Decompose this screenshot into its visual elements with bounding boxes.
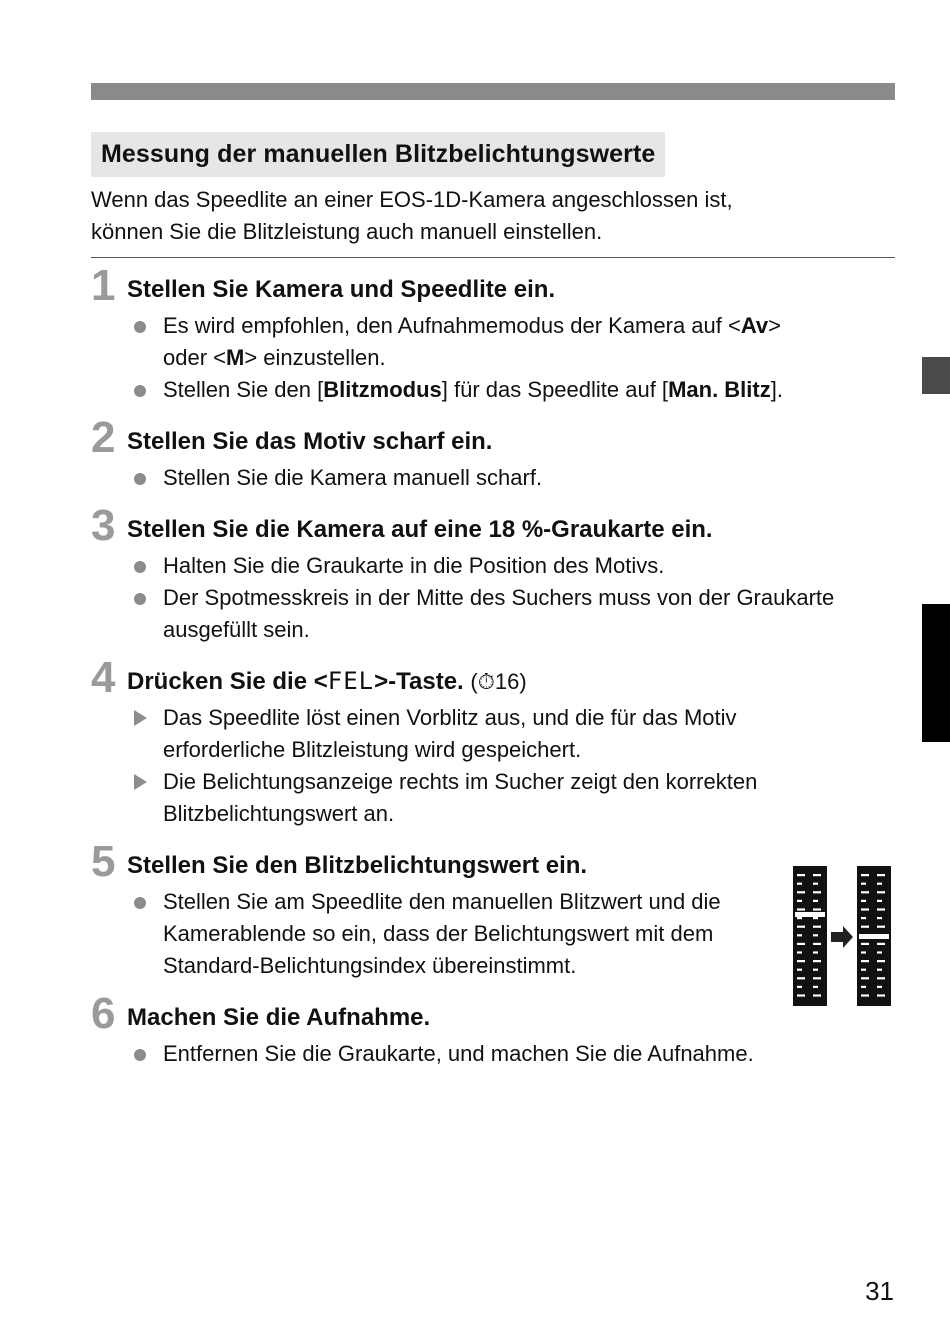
meter-tick xyxy=(861,926,869,928)
list-item xyxy=(91,462,891,494)
text: Kamerablende so ein, dass der Belichtungswert mit dem xyxy=(163,921,714,946)
meter-tick xyxy=(861,900,866,902)
meter-tick xyxy=(813,934,818,936)
meter-tick xyxy=(861,874,869,876)
menu-term: Blitzmodus xyxy=(323,377,442,402)
list-item xyxy=(91,1038,891,1070)
text: Stellen Sie am Speedlite den manuellen Blitzwert und die xyxy=(163,889,721,914)
step-title: Stellen Sie die Kamera auf eine 18 %-Graukarte ein. xyxy=(127,516,713,543)
meter-tick xyxy=(797,960,805,962)
step-number: 2 xyxy=(91,413,116,462)
meter-tick xyxy=(861,960,869,962)
intro-line: Wenn das Speedlite an einer EOS-1D-Kamera angeschlossen ist, xyxy=(91,187,733,212)
meter-tick xyxy=(813,960,821,962)
text: Halten Sie die Graukarte in die Position des Motivs. xyxy=(163,553,665,578)
meter-tick xyxy=(813,994,821,996)
meter-tick xyxy=(877,908,885,910)
meter-tick xyxy=(797,994,805,996)
step-5 xyxy=(91,838,891,982)
page-number: 31 xyxy=(865,1276,894,1306)
meter-tick xyxy=(797,908,805,910)
text: Drücken Sie die < xyxy=(127,668,328,695)
meter-tick xyxy=(797,926,805,928)
bullet-icon xyxy=(134,385,146,397)
meter-tick xyxy=(877,951,882,953)
text: Stellen Sie den [ xyxy=(163,377,324,402)
fel-button-icon: FEL xyxy=(327,667,375,695)
list-item xyxy=(91,582,891,646)
meter-tick xyxy=(861,943,869,945)
arrow-right-icon xyxy=(831,926,853,948)
bullet-icon xyxy=(134,561,146,573)
step-3 xyxy=(91,502,891,646)
meter-tick xyxy=(877,900,882,902)
meter-tick xyxy=(813,951,818,953)
list-item xyxy=(91,374,891,406)
meter-tick xyxy=(861,986,866,988)
meter-tick xyxy=(813,943,821,945)
meter-tick xyxy=(813,883,818,885)
text: ] für das Speedlite auf [ xyxy=(441,377,669,402)
text: erforderliche Blitzleistung wird gespeichert. xyxy=(163,737,582,762)
step-title: Stellen Sie Kamera und Speedlite ein. xyxy=(127,276,556,303)
intro-paragraph xyxy=(91,184,891,248)
step-title: Stellen Sie das Motiv scharf ein. xyxy=(127,428,493,455)
meter-tick xyxy=(877,883,882,885)
meter-tick xyxy=(797,943,805,945)
text: Die Belichtungsanzeige rechts im Sucher zeigt den korrekten xyxy=(163,769,758,794)
arrow-bullet-icon xyxy=(134,774,147,790)
meter-tick xyxy=(861,994,869,996)
bullet-icon xyxy=(134,593,146,605)
meter-marker xyxy=(795,912,825,917)
meter-tick xyxy=(877,926,885,928)
text: Der Spotmesskreis in der Mitte des Suchers muss von der Graukarte xyxy=(163,585,835,610)
text: Das Speedlite löst einen Vorblitz aus, und die für das Motiv xyxy=(163,705,737,730)
text: Standard-Belichtungsindex übereinstimmt. xyxy=(163,953,577,978)
exposure-meter-icon xyxy=(793,866,893,1006)
meter-tick xyxy=(877,891,885,893)
meter-tick xyxy=(813,908,821,910)
step-2 xyxy=(91,414,891,494)
meter-tick xyxy=(813,917,818,919)
meter-tick xyxy=(877,960,885,962)
thumb-index-tab-active xyxy=(922,604,950,742)
meter-tick xyxy=(813,986,818,988)
bullet-icon xyxy=(134,473,146,485)
text: > einzustellen. xyxy=(244,345,386,370)
list-item xyxy=(91,702,891,766)
step-1 xyxy=(91,262,891,406)
text: >-Taste. xyxy=(374,668,464,695)
meter-tick xyxy=(797,951,802,953)
text: ausgefüllt sein. xyxy=(163,617,310,642)
step-number: 1 xyxy=(91,261,116,310)
page-reference: (⏱16) xyxy=(470,669,527,694)
step-number: 6 xyxy=(91,989,116,1038)
meter-tick xyxy=(877,986,882,988)
meter-tick xyxy=(861,908,869,910)
section-title-box xyxy=(91,132,665,177)
section-title: Messung der manuellen Blitzbelichtungswerte xyxy=(101,140,656,168)
step-title: Stellen Sie den Blitzbelichtungswert ein. xyxy=(127,852,588,879)
meter-tick xyxy=(813,874,821,876)
bullet-icon xyxy=(134,897,146,909)
meter-tick xyxy=(797,917,802,919)
meter-tick xyxy=(797,986,802,988)
meter-tick xyxy=(813,977,821,979)
meter-tick xyxy=(861,917,866,919)
step-title xyxy=(127,666,527,698)
meter-tick xyxy=(813,969,818,971)
meter-tick xyxy=(797,934,802,936)
step-number: 4 xyxy=(91,653,116,702)
text: oder < xyxy=(163,345,226,370)
bullet-icon xyxy=(134,1049,146,1061)
step-number: 3 xyxy=(91,501,116,550)
meter-tick xyxy=(797,883,802,885)
text: ]. xyxy=(770,377,783,402)
header-bar xyxy=(91,83,895,100)
step-4 xyxy=(91,654,891,830)
step-6 xyxy=(91,990,891,1070)
text: Blitzbelichtungswert an. xyxy=(163,801,395,826)
list-item xyxy=(91,766,891,830)
meter-tick xyxy=(797,977,805,979)
meter-tick xyxy=(877,969,882,971)
meter-tick xyxy=(813,926,821,928)
thumb-index-tab xyxy=(922,357,950,394)
meter-marker xyxy=(859,934,889,939)
meter-tick xyxy=(797,874,805,876)
meter-tick xyxy=(797,900,802,902)
list-item xyxy=(91,310,891,374)
meter-tick xyxy=(877,917,882,919)
list-item xyxy=(91,886,891,982)
meter-tick xyxy=(813,900,818,902)
text: Stellen Sie die Kamera manuell scharf. xyxy=(163,465,543,490)
step-number: 5 xyxy=(91,837,116,886)
text: > xyxy=(768,313,782,338)
bullet-icon xyxy=(134,321,146,333)
av-mode-icon: Av xyxy=(740,313,769,338)
m-mode-icon: M xyxy=(226,345,245,370)
step-title: Machen Sie die Aufnahme. xyxy=(127,1004,431,1031)
meter-tick xyxy=(877,943,885,945)
meter-tick xyxy=(813,891,821,893)
menu-term: Man. Blitz xyxy=(668,377,771,402)
text: Es wird empfohlen, den Aufnahmemodus der Kamera auf < xyxy=(163,313,741,338)
meter-tick xyxy=(861,891,869,893)
meter-tick xyxy=(861,969,866,971)
intro-line: können Sie die Blitzleistung auch manuell einstellen. xyxy=(91,219,603,244)
meter-tick xyxy=(877,977,885,979)
arrow-bullet-icon xyxy=(134,710,147,726)
meter-tick xyxy=(877,874,885,876)
list-item xyxy=(91,550,891,582)
meter-tick xyxy=(861,951,866,953)
text: Entfernen Sie die Graukarte, und machen Sie die Aufnahme. xyxy=(163,1041,754,1066)
meter-tick xyxy=(861,977,869,979)
meter-tick xyxy=(861,883,866,885)
meter-tick xyxy=(877,994,885,996)
meter-tick xyxy=(797,969,802,971)
meter-tick xyxy=(797,891,805,893)
divider xyxy=(91,257,895,258)
